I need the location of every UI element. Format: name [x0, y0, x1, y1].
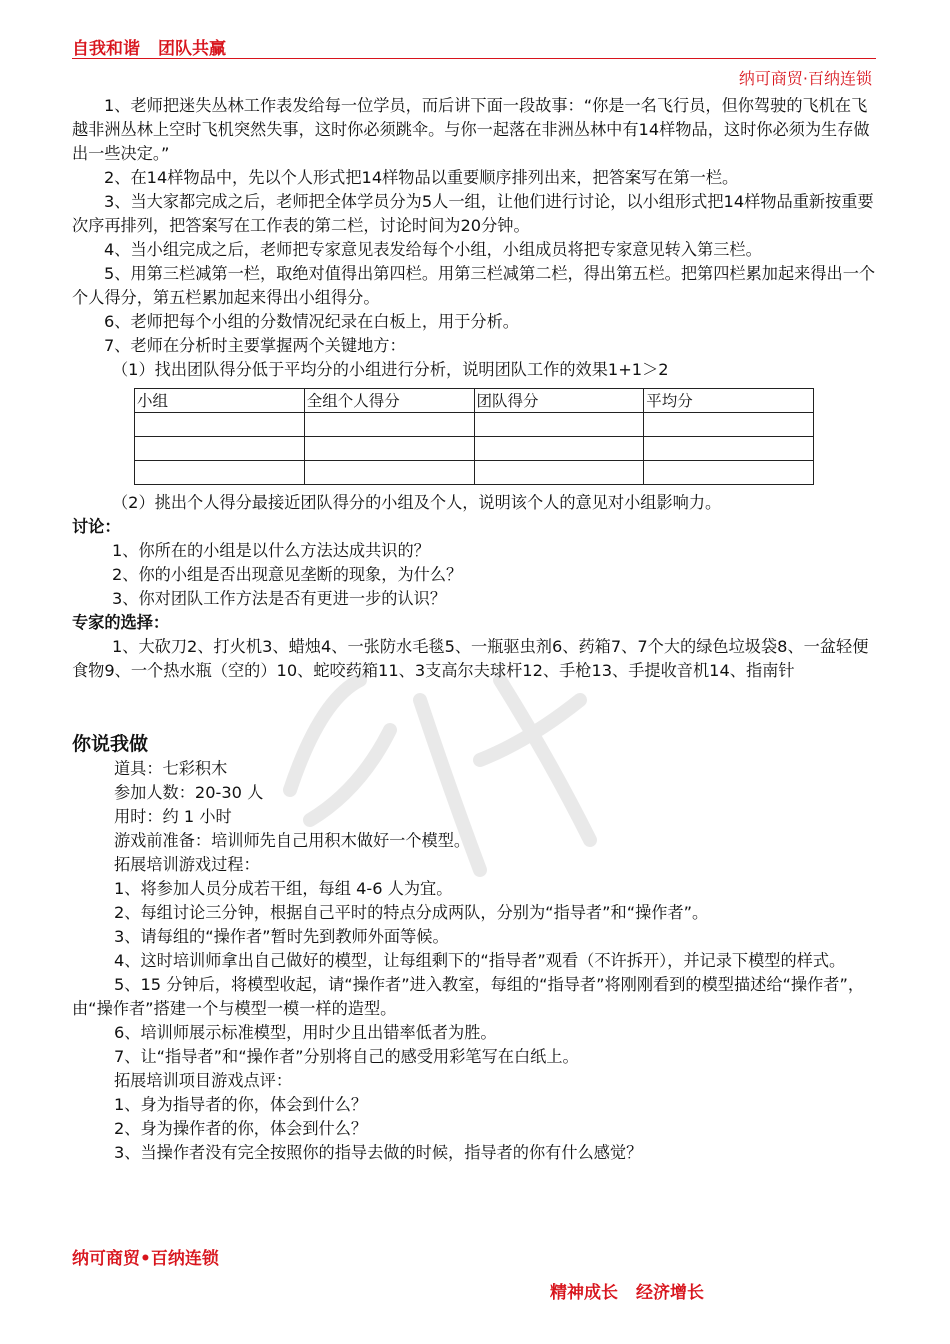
game-line: 3、请每组的“操作者”暂时先到教师外面等候。 [114, 927, 449, 946]
game-line: 3、当操作者没有完全按照你的指导去做的时候，指导者的你有什么感觉？ [114, 1143, 643, 1162]
table-cell [474, 437, 644, 461]
game-line: 2、每组讨论三分钟，根据自己平时的特点分成两队，分别为“指导者”和“操作者”。 [114, 903, 709, 922]
game-line: 1、将参加人员分成若干组，每组 4-6 人为宜。 [114, 879, 453, 898]
game-line: 用时：约 1 小时 [114, 807, 232, 826]
game-line: 拓展培训游戏过程： [114, 855, 260, 874]
table-cell [644, 437, 814, 461]
table-row [135, 461, 814, 485]
table-cell [135, 461, 305, 485]
step-5: 5、用第三栏减第一栏，取绝对值得出第四栏。用第三栏减第二栏，得出第五栏。把第四栏累加起来得出一个个人得分，第五栏累加起来得出小组得分。 [72, 264, 876, 307]
table-cell [474, 461, 644, 485]
table-cell [644, 413, 814, 437]
game-line: 2、身为操作者的你，体会到什么？ [114, 1119, 368, 1138]
table-cell [644, 461, 814, 485]
discussion-item: 1、你所在的小组是以什么方法达成共识的？ [112, 541, 430, 560]
game-line: 道具：七彩积木 [114, 759, 228, 778]
discussion-item: 2、你的小组是否出现意见垄断的现象，为什么？ [112, 565, 463, 584]
step-1: 1、老师把迷失丛林工作表发给每一位学员，而后讲下面一段故事：“你是一名飞行员，但你驾驶的飞机在飞越非洲丛林上空时飞机突然失事，这时你必须跳伞。与你一起落在非洲丛林中有14样物品，这时你必须为生存做出一些决定。” [72, 96, 870, 163]
footer-brand: 纳可商贸•百纳连锁 [72, 1249, 219, 1269]
table-row [135, 413, 814, 437]
expert-choices: 1、大砍刀2、打火机3、蜡烛4、一张防水毛毯5、一瓶驱虫剂6、药箱7、7个大的绿色垃圾袋8、一盆轻便食物9、一个热水瓶（空的）10、蛇咬药箱11、3支高尔夫球杆12、手枪13、手提收音机14、指南针 [72, 637, 869, 680]
table-header-cell: 小组 [135, 389, 305, 413]
analysis-point-2: （2）挑出个人得分最接近团队得分的小组及个人，说明该个人的意见对小组影响力。 [112, 493, 722, 512]
header-brand: 纳可商贸·百纳连锁 [738, 69, 872, 88]
header-slogan-2: 团队共赢 [158, 39, 226, 59]
document-body [72, 94, 882, 1165]
step-7: 7、老师在分析时主要掌握两个关键地方： [104, 336, 406, 355]
table-cell [304, 437, 474, 461]
footer-slogan-1: 精神成长 [550, 1283, 618, 1303]
table-header-cell: 平均分 [644, 389, 814, 413]
footer-slogan [550, 1278, 704, 1303]
header-divider [72, 58, 876, 59]
footer-slogan-2: 经济增长 [636, 1283, 704, 1303]
table-cell [135, 413, 305, 437]
score-table [134, 388, 814, 485]
table-cell [474, 413, 644, 437]
header-slogan-1: 自我和谐 [72, 39, 140, 59]
discussion-item: 3、你对团队工作方法是否有更进一步的认识？ [112, 589, 447, 608]
game-line: 拓展培训项目游戏点评： [114, 1071, 293, 1090]
analysis-point-1: （1）找出团队得分低于平均分的小组进行分析，说明团队工作的效果1+1＞2 [112, 360, 669, 379]
table-cell [135, 437, 305, 461]
table-header-cell: 团队得分 [474, 389, 644, 413]
game-line: 参加人数：20-30 人 [114, 783, 264, 802]
game-line: 7、让“指导者”和“操作者”分别将自己的感受用彩笔写在白纸上。 [114, 1047, 579, 1066]
expert-heading: 专家的选择： [72, 613, 170, 632]
table-header-row [135, 389, 814, 413]
header-slogan [72, 34, 226, 59]
game-line: 5、15 分钟后，将模型收起，请“操作者”进入教室，每组的“指导者”将刚刚看到的模型描述给“操作者”，由“操作者”搭建一个与模型一模一样的造型。 [72, 975, 865, 1018]
table-cell [304, 461, 474, 485]
game-line: 1、身为指导者的你，体会到什么？ [114, 1095, 368, 1114]
game-line: 游戏前准备：培训师先自己用积木做好一个模型。 [114, 831, 471, 850]
game-line: 6、培训师展示标准模型，用时少且出错率低者为胜。 [114, 1023, 497, 1042]
step-2: 2、在14样物品中，先以个人形式把14样物品以重要顺序排列出来，把答案写在第一栏。 [104, 168, 739, 187]
section-title: 你说我做 [72, 733, 149, 755]
table-header-cell: 全组个人得分 [304, 389, 474, 413]
table-row [135, 437, 814, 461]
step-4: 4、当小组完成之后，老师把专家意见表发给每个小组，小组成员将把专家意见转入第三栏。 [104, 240, 762, 259]
section-you-say-i-do [72, 731, 882, 1165]
game-line: 4、这时培训师拿出自己做好的模型，让每组剩下的“指导者”观看（不许拆开），并记录下模型的样式。 [114, 951, 846, 970]
step-3: 3、当大家都完成之后，老师把全体学员分为5人一组，让他们进行讨论，以小组形式把14样物品重新按重要次序再排列，把答案写在工作表的第二栏，讨论时间为20分钟。 [72, 192, 874, 235]
discussion-heading: 讨论： [72, 517, 121, 536]
step-6: 6、老师把每个小组的分数情况纪录在白板上，用于分析。 [104, 312, 519, 331]
table-cell [304, 413, 474, 437]
